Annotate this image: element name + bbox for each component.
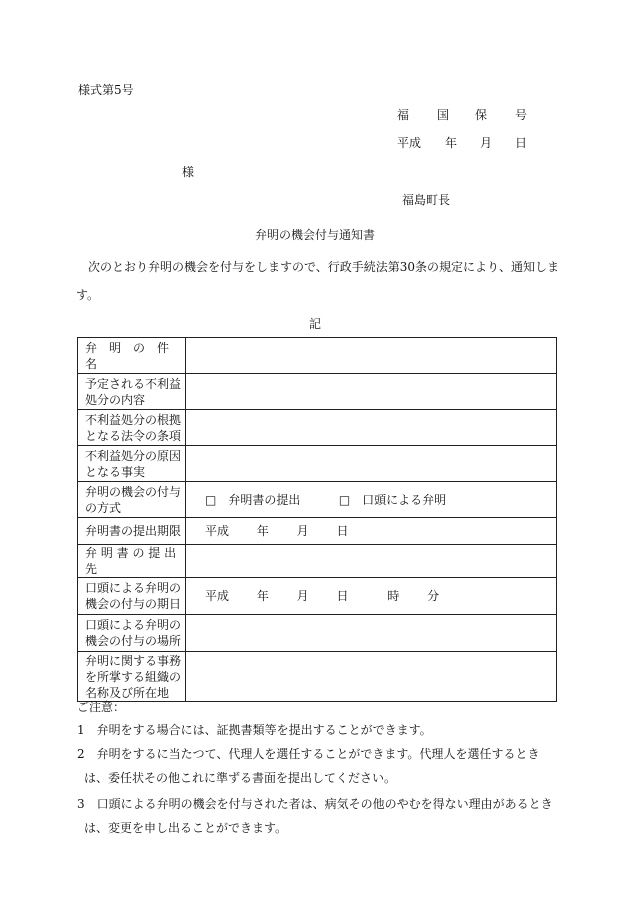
table-row [78, 446, 557, 482]
date-day: 日 [515, 136, 528, 150]
note-item: 2 弁明をするに当たつて、代理人を選任することができます。代理人を選任するとき [77, 747, 540, 761]
table-row [78, 482, 557, 518]
form-number: 様式第5号 [78, 83, 134, 97]
details-table [77, 337, 557, 702]
option-written-statement[interactable]: □ 弁明書の提出 [205, 492, 301, 507]
date-day: 日 [336, 589, 349, 603]
row-value [186, 446, 557, 482]
table-row [78, 374, 557, 410]
label-line: 弁明に関する事務 [85, 653, 182, 668]
label-line: 処分の内容 [85, 392, 146, 407]
table-row [78, 578, 557, 615]
table-row [78, 545, 557, 578]
note-item: 1 弁明をする場合には、証拠書類等を提出することができます。 [77, 723, 432, 737]
time-hour: 時 [387, 589, 400, 603]
label-line: 不利益処分の根拠 [85, 412, 182, 427]
doc-number-part: 国 [437, 108, 450, 122]
label-line: 口頭による弁明の [85, 618, 182, 632]
row-value [186, 615, 557, 652]
label-line: 弁明の機会の付与 [85, 484, 182, 499]
row-label [78, 410, 186, 446]
label-line: 機会の付与の場所 [85, 634, 182, 648]
sender: 福島町長 [402, 193, 451, 207]
table-row [78, 652, 557, 702]
label-line: 機会の付与の期日 [85, 597, 182, 611]
row-label: 弁 明 の 件 名 [78, 338, 186, 374]
row-label [78, 652, 186, 702]
row-label [78, 615, 186, 652]
row-label [78, 374, 186, 410]
table-row [78, 410, 557, 446]
doc-number-part: 福 [397, 108, 410, 122]
date-day: 日 [336, 524, 349, 538]
document-title: 弁明の機会付与通知書 [254, 228, 375, 242]
row-label [78, 482, 186, 518]
doc-number-part: 保 [475, 108, 488, 122]
body-text-line: す。 [76, 288, 100, 302]
table-row [78, 338, 557, 374]
date-era: 平成 [397, 136, 422, 150]
label-line: 口頭による弁明の [85, 581, 182, 595]
date-year: 年 [256, 589, 269, 603]
date-month: 月 [296, 589, 309, 603]
table-row [78, 518, 557, 545]
label-line: となる法令の条項 [85, 428, 182, 443]
body-text-line: 次のとおり弁明の機会を付与をしますので、行政手続法第30条の規定により、通知しま [88, 260, 560, 274]
label-line: となる事実 [85, 464, 146, 479]
date-era: 平成 [205, 524, 230, 538]
method-options [186, 482, 557, 518]
label-line: の方式 [85, 500, 122, 515]
addressee: 様 [182, 165, 195, 179]
row-value [186, 545, 557, 578]
date-month: 月 [480, 136, 493, 150]
note-item: 3 口頭による弁明の機会を付与された者は、病気その他のやむを得ない理由があるとき [77, 797, 553, 811]
date-era: 平成 [205, 589, 230, 603]
label-line: を所掌する組織の [85, 669, 182, 684]
ki-heading: 記 [308, 317, 321, 331]
doc-number-part: 号 [515, 108, 528, 122]
time-minute: 分 [427, 589, 440, 603]
date-year: 年 [256, 524, 269, 538]
row-value [186, 652, 557, 702]
notes-heading: ご注意： [77, 700, 126, 714]
row-label: 弁明書の提出期限 [78, 518, 186, 545]
deadline-date [186, 518, 557, 545]
note-item-continuation: は、変更を申し出ることができます。 [84, 821, 288, 835]
note-item-continuation: は、委任状その他これに準ずる書面を提出してください。 [84, 771, 397, 785]
table-row [78, 615, 557, 652]
row-label [78, 446, 186, 482]
label-line: 予定される不利益 [85, 376, 182, 391]
row-label: 弁 明 書 の 提 出 先 [78, 545, 186, 578]
label-line: 不利益処分の原因 [85, 448, 182, 463]
oral-hearing-date [186, 578, 557, 615]
option-oral-statement[interactable]: □ 口頭による弁明 [338, 492, 447, 507]
row-value [186, 338, 557, 374]
row-value [186, 410, 557, 446]
date-year: 年 [445, 136, 458, 150]
row-value [186, 374, 557, 410]
date-month: 月 [296, 524, 309, 538]
label-line: 名称及び所在地 [85, 685, 170, 700]
row-label [78, 578, 186, 615]
